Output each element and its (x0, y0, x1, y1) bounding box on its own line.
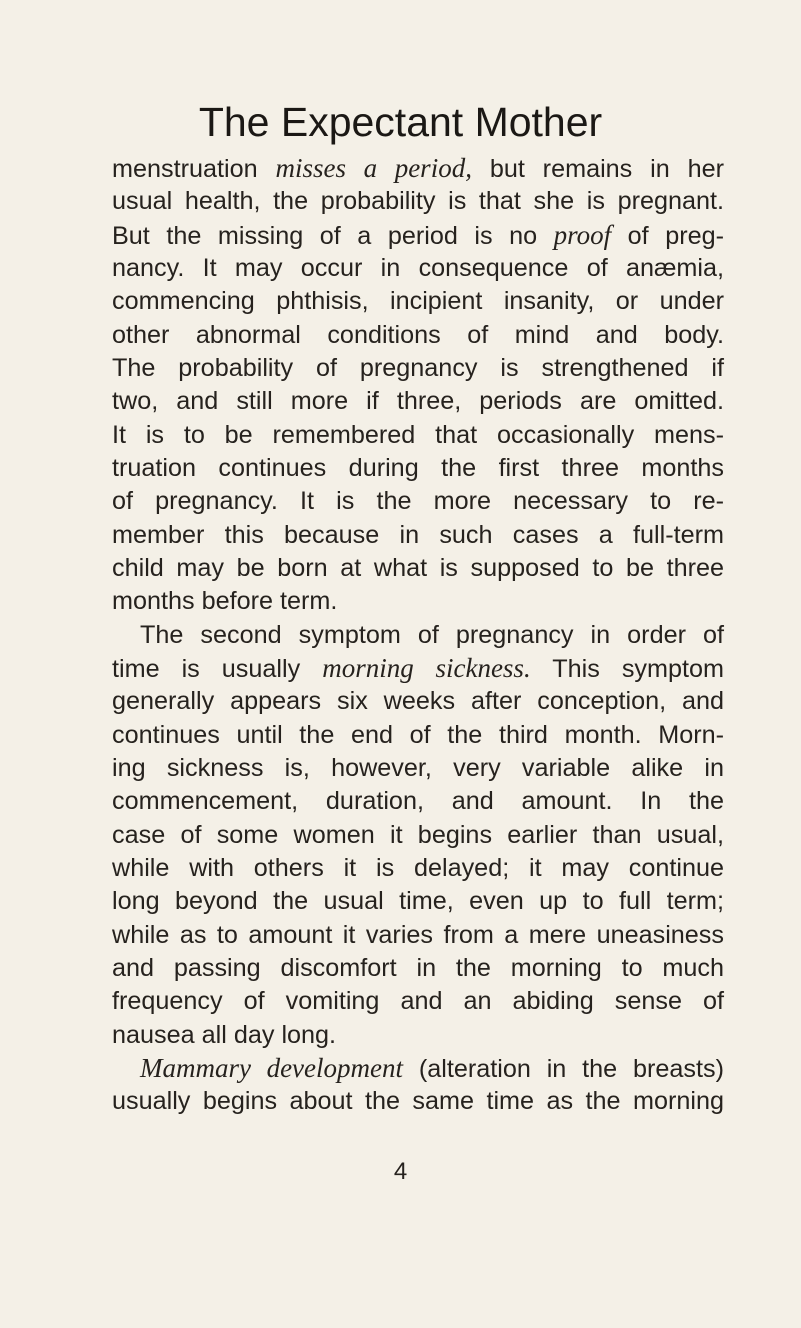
text-segment: menstruation (112, 155, 276, 183)
text-line (112, 652, 724, 685)
text-segment: case of some women it begins earlier than usual, (112, 820, 724, 849)
text-line (112, 319, 724, 352)
text-segment: commencing phthisis, incipient insanity, or under (112, 287, 724, 316)
text-line (112, 485, 724, 518)
italic-text: morning sickness. (322, 652, 531, 683)
text-line (112, 185, 724, 218)
text-line (112, 985, 724, 1018)
text-line (112, 552, 724, 585)
text-line (112, 785, 724, 818)
text-segment: while as to amount it varies from a mere uneasiness (112, 920, 724, 949)
text-segment: member this because in such cases a full-term (112, 520, 724, 549)
text-segment: (alteration in the breasts) (403, 1054, 724, 1083)
text-line (112, 885, 724, 918)
text-segment: child may be born at what is supposed to be three (112, 553, 724, 582)
text-line (112, 419, 724, 452)
text-line (112, 1085, 724, 1118)
text-segment: months before term. (112, 587, 338, 616)
text-segment: of preg- (611, 221, 724, 250)
text-segment: The probability of pregnancy is strengthened if (112, 353, 724, 382)
text-segment: frequency of vomiting and an abiding sense of (112, 987, 724, 1016)
text-line (112, 685, 724, 718)
text-segment: usual health, the probability is that she is pregnant. (112, 187, 724, 216)
text-line (112, 719, 724, 752)
text-segment: other abnormal conditions of mind and body. (112, 320, 724, 349)
text-segment: nausea all day long. (112, 1020, 337, 1049)
italic-text: misses a period, (275, 153, 472, 183)
text-segment: The second symptom of pregnancy in order of (140, 620, 724, 649)
text-line (112, 519, 724, 552)
text-segment: while with others it is delayed; it may continue (112, 853, 724, 882)
text-line (112, 352, 724, 385)
italic-text: Mammary development (140, 1052, 404, 1083)
text-segment: truation continues during the first three months (112, 453, 724, 482)
text-line (112, 452, 724, 485)
running-head: The Expectant Mother (198, 99, 603, 145)
text-line (112, 919, 724, 952)
text-line (112, 585, 724, 618)
text-segment: This symptom (530, 654, 725, 683)
text-line (112, 152, 724, 185)
italic-text: proof (553, 219, 612, 250)
text-segment: ing sickness is, however, very variable alike in (112, 753, 724, 782)
body-text (112, 152, 724, 1119)
text-line (112, 752, 724, 785)
text-line (112, 219, 724, 252)
text-line (112, 852, 724, 885)
text-line (112, 285, 724, 318)
text-segment: long beyond the usual time, even up to full term; (112, 887, 724, 916)
text-segment: nancy. It may occur in consequence of anæmia, (112, 253, 724, 282)
text-line (112, 385, 724, 418)
text-segment: It is to be remembered that occasionally mens- (112, 420, 724, 449)
text-segment: commencement, duration, and amount. In the (112, 787, 724, 816)
text-line (112, 952, 724, 985)
text-segment: and passing discomfort in the morning to much (112, 953, 724, 982)
text-line (112, 1052, 724, 1085)
text-line (112, 1019, 724, 1052)
text-segment: time is usually (112, 654, 323, 683)
text-segment: usually begins about the same time as the morning (112, 1087, 724, 1116)
page-number: 4 (393, 1158, 408, 1185)
text-segment: continues until the end of the third month. Morn- (112, 720, 724, 749)
text-segment: two, and still more if three, periods are omitted. (112, 387, 724, 416)
text-line (112, 252, 724, 285)
text-line (112, 819, 724, 852)
text-segment: but remains in her (471, 155, 724, 183)
text-segment: of pregnancy. It is the more necessary to re- (112, 487, 724, 516)
text-line (112, 619, 724, 652)
text-segment: generally appears six weeks after conception, and (112, 687, 724, 716)
text-segment: But the missing of a period is no (112, 221, 554, 250)
